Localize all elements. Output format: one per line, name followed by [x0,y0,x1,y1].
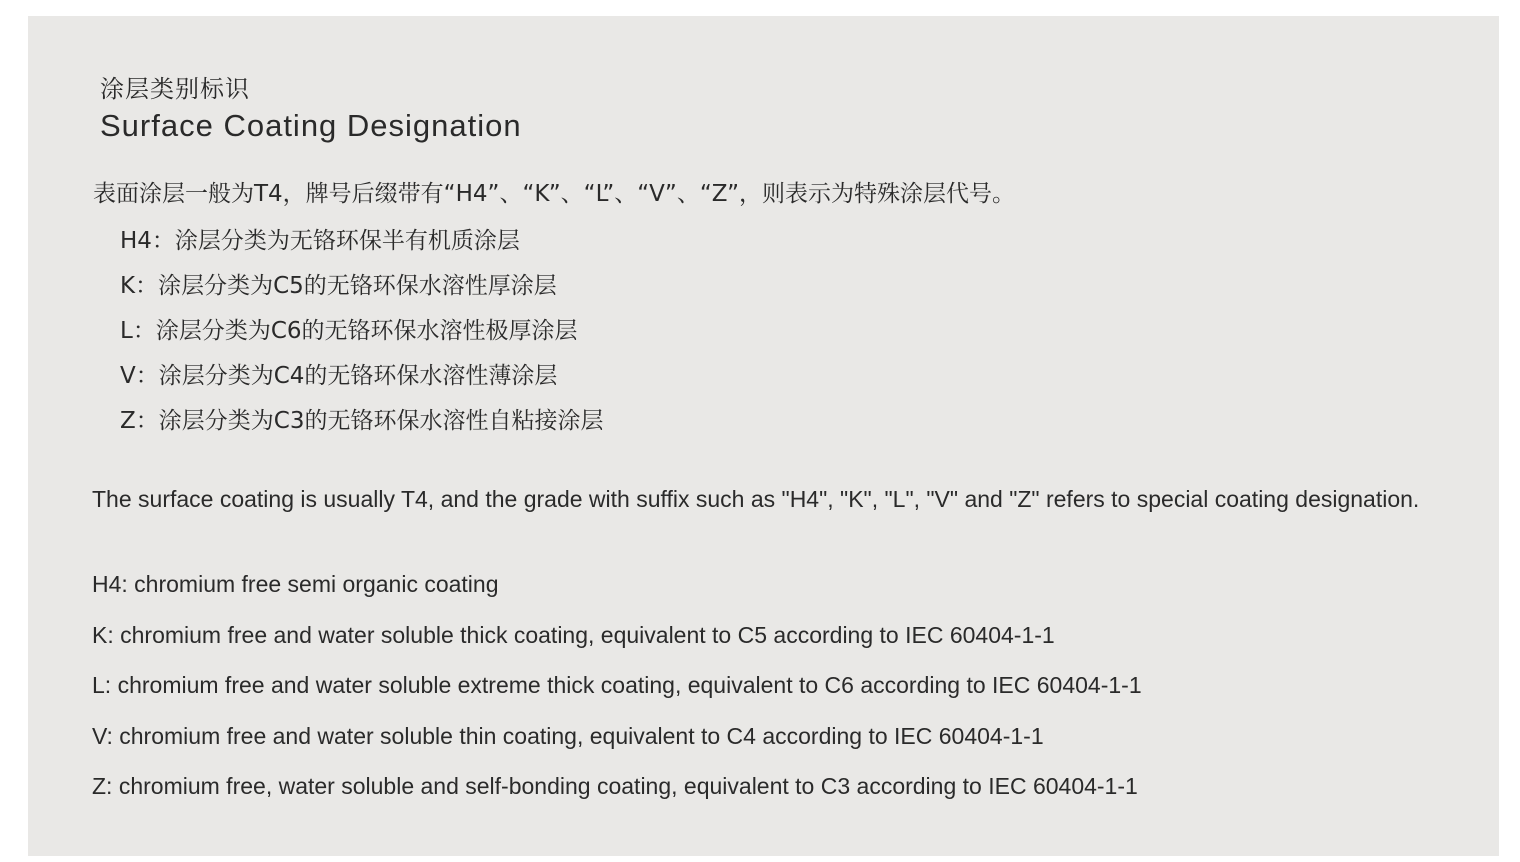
coating-item-cn-k: K：涂层分类为C5的无铬环保水溶性厚涂层 [120,273,557,299]
coating-item-en-h4: H4: chromium free semi organic coating [92,571,499,597]
coating-item-cn-h4: H4：涂层分类为无铬环保半有机质涂层 [120,228,520,254]
content-panel [28,16,1499,856]
title-chinese: 涂层类别标识 [100,75,250,103]
intro-english: The surface coating is usually T4, and the grade with suffix such as "H4", "K", "L", "V" and "Z" refers to special coating designation. [92,486,1420,512]
coating-item-en-z: Z: chromium free, water soluble and self-bonding coating, equivalent to C3 according to IEC 60404-1-1 [92,773,1138,799]
intro-chinese: 表面涂层一般为T4，牌号后缀带有“H4”、“K”、“L”、“V”、“Z”，则表示为特殊涂层代号。 [93,181,1015,207]
coating-item-cn-l: L：涂层分类为C6的无铬环保水溶性极厚涂层 [120,318,578,344]
title-english: Surface Coating Designation [100,108,522,143]
coating-item-en-v: V: chromium free and water soluble thin coating, equivalent to C4 according to IEC 60404-1-1 [92,722,1044,749]
coating-item-en-l: L: chromium free and water soluble extreme thick coating, equivalent to C6 according to IEC 60404-1-1 [92,672,1142,698]
coating-list-chinese [120,225,603,450]
coating-item-en-k: K: chromium free and water soluble thick coating, equivalent to C5 according to IEC 60404-1-1 [92,621,1055,648]
coating-item-cn-v: V：涂层分类为C4的无铬环保水溶性薄涂层 [120,363,558,389]
coating-item-cn-z: Z：涂层分类为C3的无铬环保水溶性自粘接涂层 [120,408,604,434]
coating-list-english [92,568,1142,821]
